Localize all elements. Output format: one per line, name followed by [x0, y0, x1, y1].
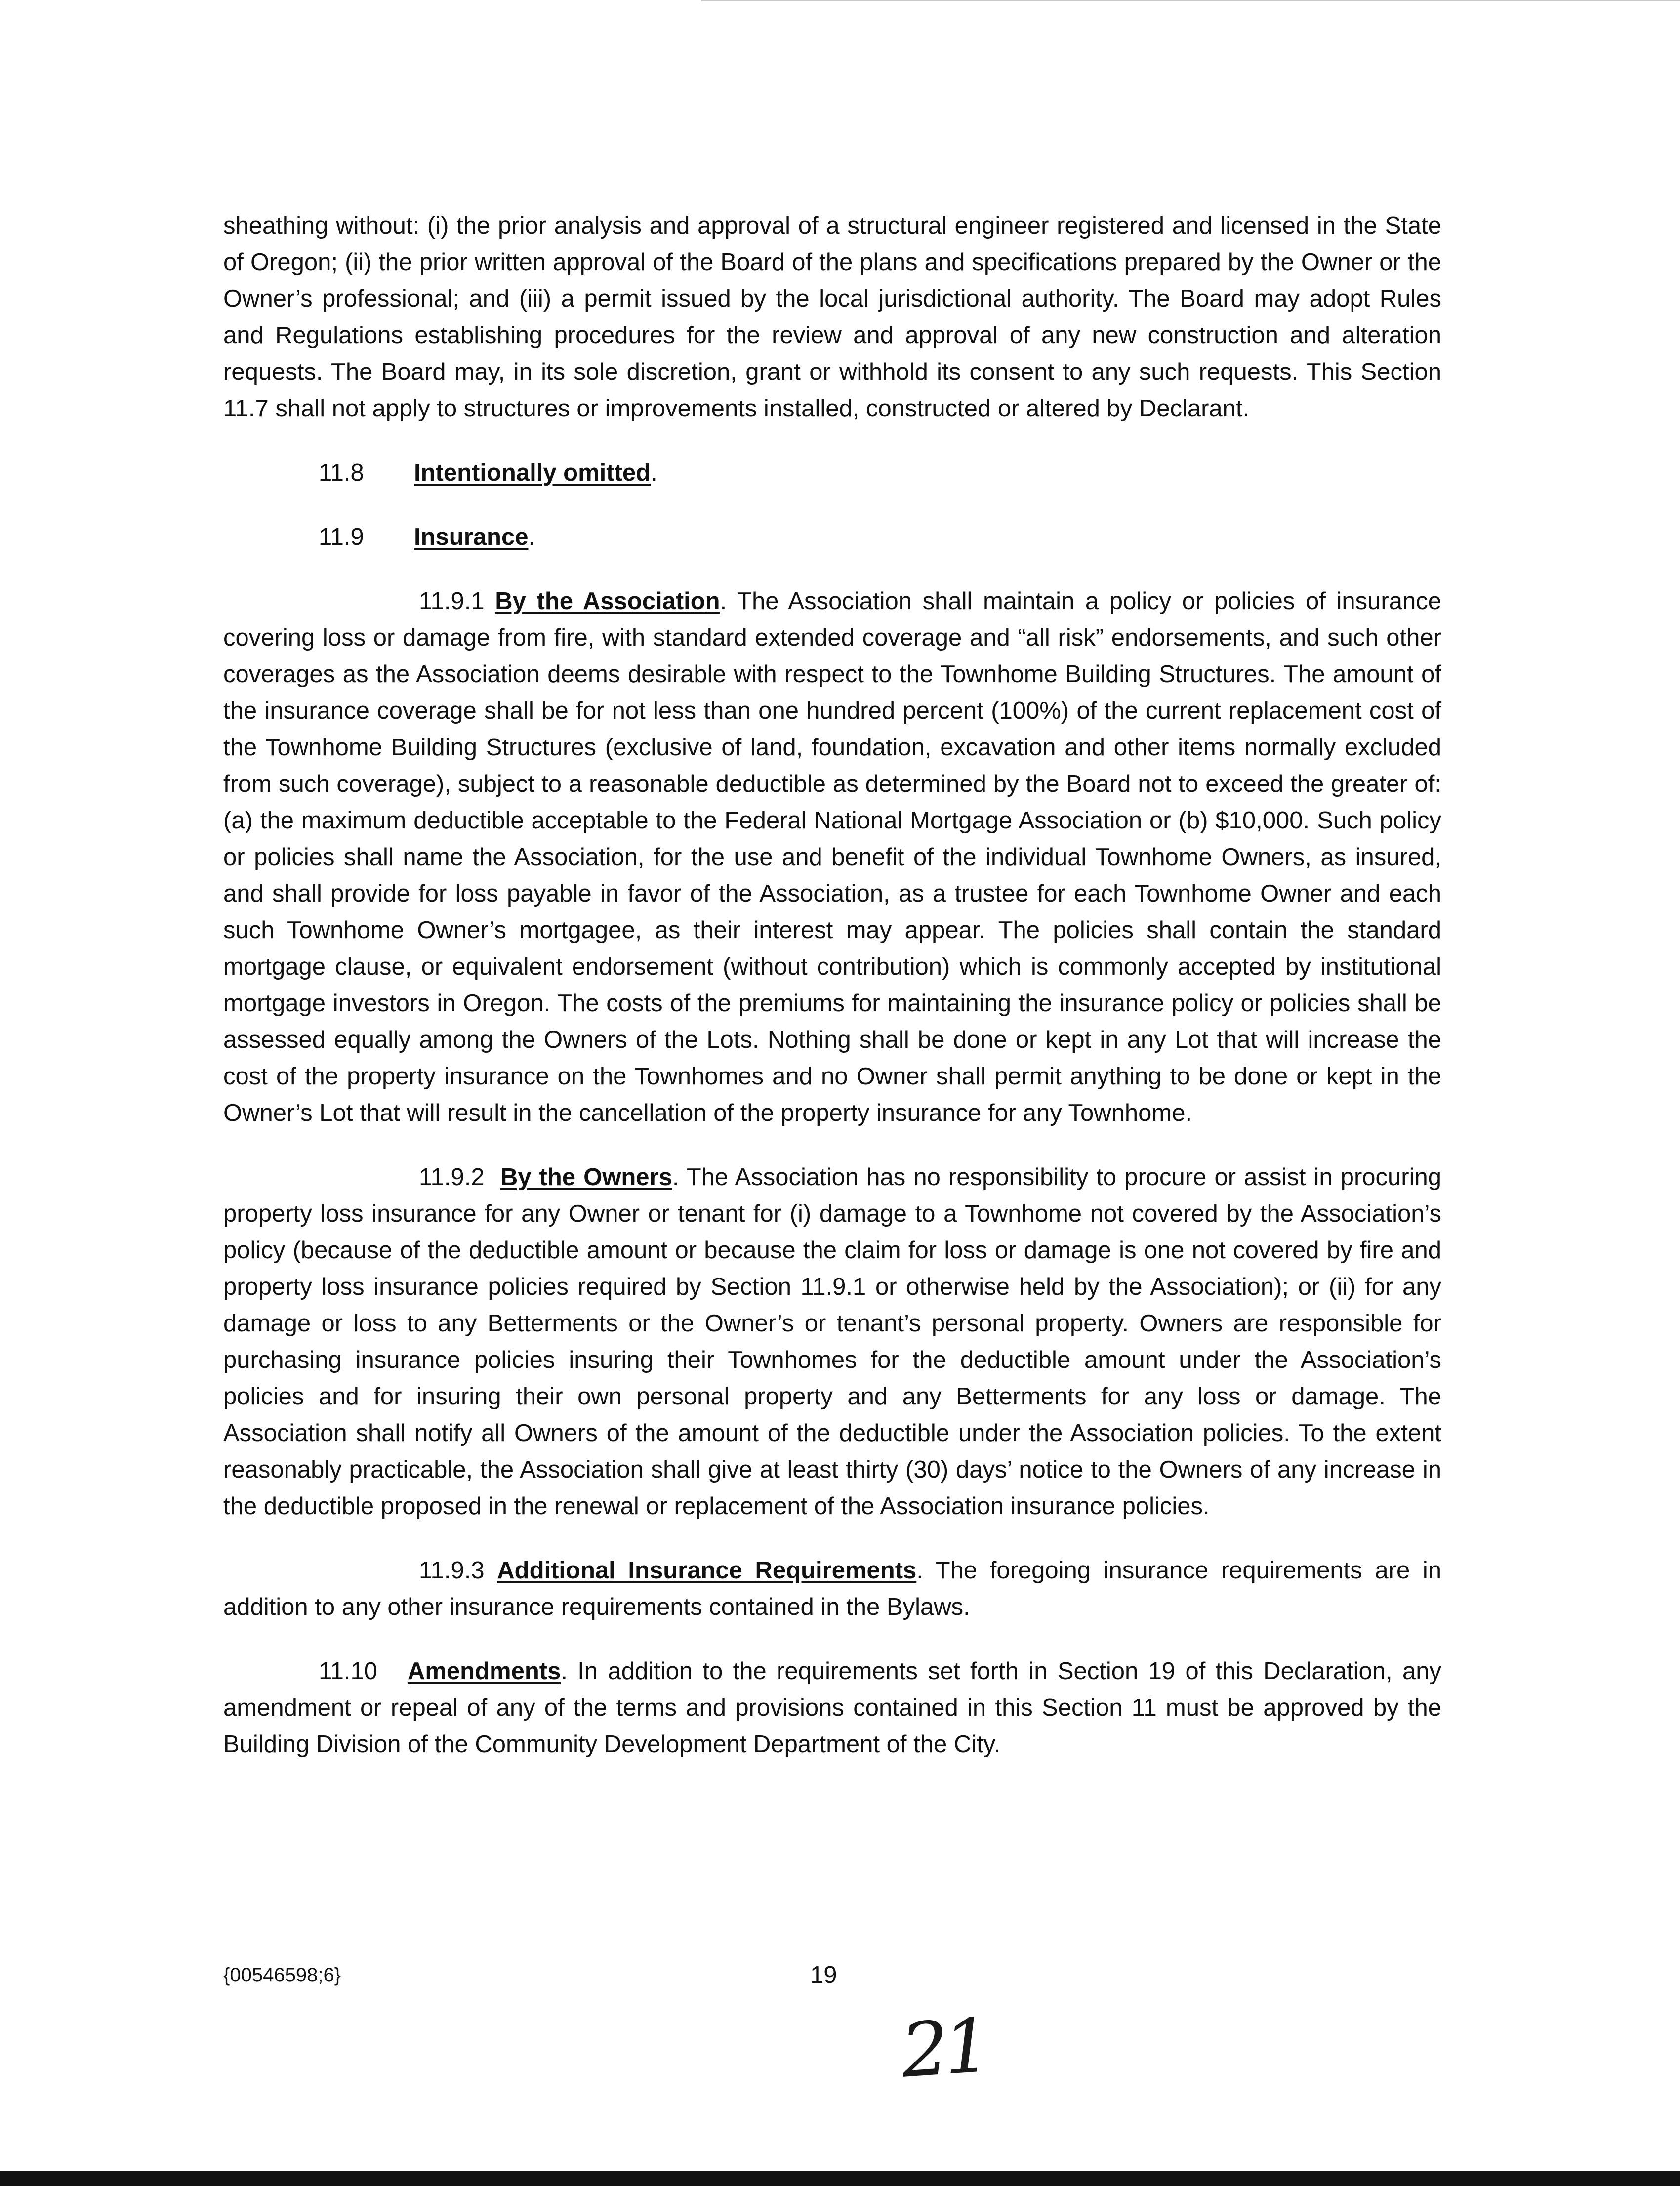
section-11-9: 11.9 Insurance.: [223, 519, 1441, 555]
document-body: [223, 207, 1441, 1763]
handwritten-page-number: 21: [899, 2003, 989, 2095]
section-number: 11.10: [319, 1658, 377, 1685]
section-number: 11.9.1: [419, 588, 485, 615]
scan-bottom-border: [0, 2171, 1680, 2186]
section-text: The Association has no responsibility to procure or assist in procuring property loss insurance for any Owner or tenant for (i) damage to a Townhome not covered by the Association’s policy (because of the deductible amount or because the claim for loss or damage is one not covered by fire and property loss insurance policies required by Section 11.9.1 or otherwise held by the Association); or (ii) for any damage or loss to any Betterments or the Owner’s or tenant’s personal property. Owners are responsible for purchasing insurance policies insuring their Townhomes for the deductible amount under the Association’s policies and for insuring their own personal property and any Betterments for any loss or damage. The Association shall notify all Owners of the amount of the deductible under the Association policies. To the extent reasonably practicable, the Association shall give at least thirty (30) days’ notice to the Owners of any increase in the deductible proposed in the renewal or replacement of the Association insurance policies.: [223, 1164, 1441, 1520]
section-number: 11.9: [319, 524, 364, 550]
section-11-9-1: 11.9.1 By the Association. The Association shall maintain a policy or policies of insurance covering loss or damage from fire, with standard extended coverage and “all risk” endorsements, and such other coverages as the Association deems desirable with respect to the Townhome Building Structures. The amount of the insurance coverage shall be for not less than one hundred percent (100%) of the current replacement cost of the Townhome Building Structures (exclusive of land, foundation, excavation and other items normally excluded from such coverage), subject to a reasonable deductible as determined by the Board not to exceed the greater of: (a) the maximum deductible acceptable to the Federal National Mortgage Association or (b) $10,000. Such policy or policies shall name the Association, for the use and benefit of the individual Townhome Owners, as insured, and shall provide for loss payable in favor of the Association, as a trustee for each Townhome Owner and each such Townhome Owner’s mortgagee, as their interest may appear. The policies shall contain the standard mortgage clause, or equivalent endorsement (without contribution) which is commonly accepted by institutional mortgage investors in Oregon. The costs of the premiums for maintaining the insurance policy or policies shall be assessed equally among the Owners of the Lots. Nothing shall be done or kept in any Lot that will increase the cost of the property insurance on the Townhomes and no Owner shall permit anything to be done or kept in the Owner’s Lot that will result in the cancellation of the property insurance for any Townhome.: [223, 588, 1441, 1126]
section-11-10: 11.10 Amendments. In addition to the requirements set forth in Section 19 of this Declaration, any amendment or repeal of any of the terms and provisions contained in this Section 11 must be approved by the Building Division of the Community Development Department of the City.: [223, 1658, 1441, 1758]
section-11-9-2: 11.9.2 By the Owners. The Association has no responsibility to procure or assist in procuring property loss insurance for any Owner or tenant for (i) damage to a Townhome not covered by the Association’s policy (because of the deductible amount or because the claim for loss or damage is one not covered by fire and property loss insurance policies required by Section 11.9.1 or otherwise held by the Association); or (ii) for any damage or loss to any Betterments or the Owner’s or tenant’s personal property. Owners are responsible for purchasing insurance policies insuring their Townhomes for the deductible amount under the Association’s policies and for insuring their own personal property and any Betterments for any loss or damage. The Association shall notify all Owners of the amount of the deductible under the Association policies. To the extent reasonably practicable, the Association shall give at least thirty (30) days’ notice to the Owners of any increase in the deductible proposed in the renewal or replacement of the Association insurance policies.: [223, 1164, 1441, 1520]
section-heading: Amendments: [407, 1658, 561, 1685]
section-heading: By the Owners: [500, 1164, 672, 1191]
section-text: The Association shall maintain a policy or policies of insurance covering loss or damage from fire, with standard extended coverage and “all risk” endorsements, and such other coverages as the Association deems desirable with respect to the Townhome Building Structures. The amount of the insurance coverage shall be for not less than one hundred percent (100%) of the current replacement cost of the Townhome Building Structures (exclusive of land, foundation, excavation and other items normally excluded from such coverage), subject to a reasonable deductible as determined by the Board not to exceed the greater of: (a) the maximum deductible acceptable to the Federal National Mortgage Association or (b) $10,000. Such policy or policies shall name the Association, for the use and benefit of the individual Townhome Owners, as insured, and shall provide for loss payable in favor of the Association, as a trustee for each Townhome Owner and each such Townhome Owner’s mortgagee, as their interest may appear. The policies shall contain the standard mortgage clause, or equivalent endorsement (without contribution) which is commonly accepted by institutional mortgage investors in Oregon. The costs of the premiums for maintaining the insurance policy or policies shall be assessed equally among the Owners of the Lots. Nothing shall be done or kept in any Lot that will increase the cost of the property insurance on the Townhomes and no Owner shall permit anything to be done or kept in the Owner’s Lot that will result in the cancellation of the property insurance for any Townhome.: [223, 588, 1441, 1126]
section-text: The foregoing insurance requirements are in addition to any other insurance requirements contained in the Bylaws.: [223, 1557, 1441, 1620]
section-number: 11.9.3: [419, 1557, 485, 1584]
paragraph-continuation: sheathing without: (i) the prior analysis and approval of a structural engineer registered and licensed in the State of Oregon; (ii) the prior written approval of the Board of the plans and specifications prepared by the Owner or the Owner’s professional; and (iii) a permit issued by the local jurisdictional authority. The Board may adopt Rules and Regulations establishing procedures for the review and approval of any new construction and alteration requests. The Board may, in its sole discretion, grant or withhold its consent to any such requests. This Section 11.7 shall not apply to structures or improvements installed, constructed or altered by Declarant.: [223, 212, 1441, 422]
section-heading: Additional Insurance Requirements: [497, 1557, 917, 1584]
scan-edge-line: [701, 0, 1680, 1]
section-heading: Intentionally omitted: [414, 459, 651, 486]
section-heading: By the Association: [495, 588, 720, 615]
document-id: {00546598;6}: [223, 1964, 341, 1986]
section-11-8: 11.8 Intentionally omitted.: [223, 454, 1441, 491]
section-heading: Insurance: [414, 524, 529, 550]
page-number: 19: [810, 1962, 837, 1988]
section-11-9-3: 11.9.3 Additional Insurance Requirements. The foregoing insurance requirements are in addition to any other insurance requirements contained in the Bylaws.: [223, 1557, 1441, 1620]
section-number: 11.9.2: [419, 1164, 485, 1191]
section-text: In addition to the requirements set forth in Section 19 of this Declaration, any amendment or repeal of any of the terms and provisions contained in this Section 11 must be approved by the Building Division of the Community Development Department of the City.: [223, 1658, 1441, 1758]
section-number: 11.8: [319, 459, 364, 486]
